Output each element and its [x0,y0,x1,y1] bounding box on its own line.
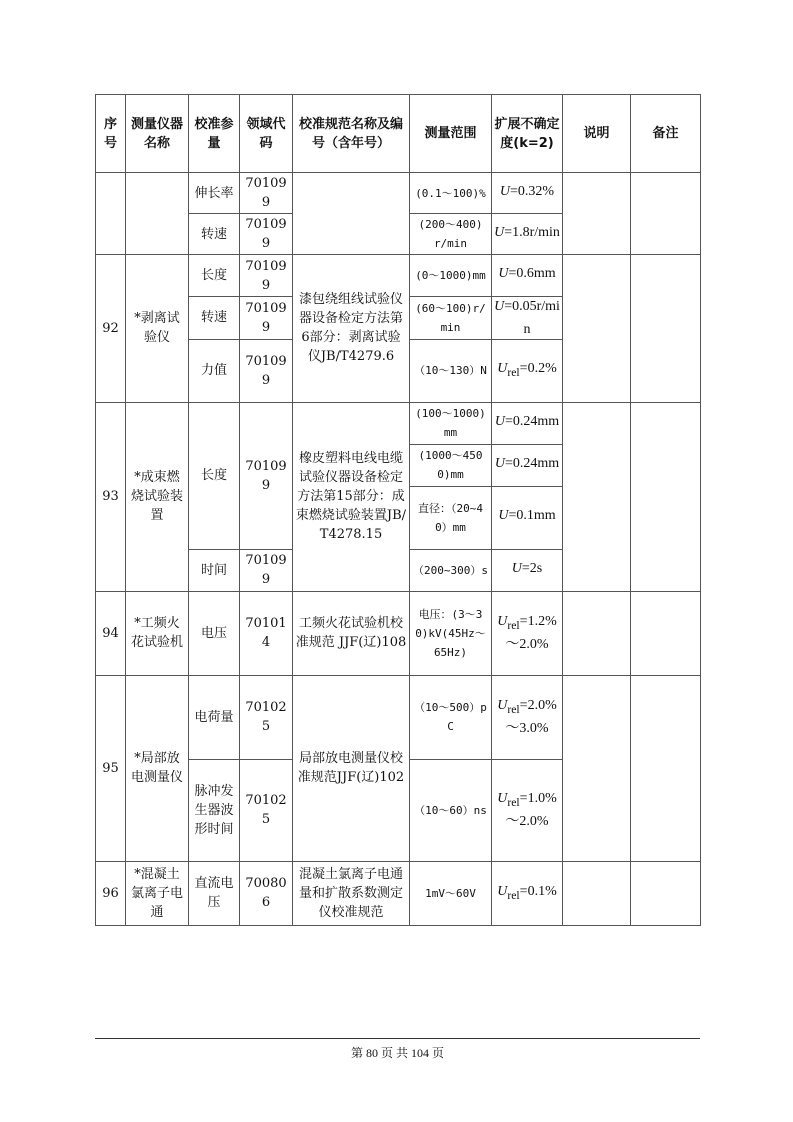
u-value: =2.0%～3.0% [505,698,557,737]
calibration-table [95,94,701,926]
explain-cell [563,255,631,403]
remark-cell [631,402,701,591]
uncertainty-cell [492,759,563,861]
code-cell: 701099 [240,255,293,297]
u-value: =0.24mm [504,413,560,429]
instrument-cell: *剥离试验仪 [126,255,189,403]
code-cell: 700806 [240,861,293,925]
remark-cell [631,173,701,255]
remark-cell [631,255,701,403]
range-cell: （10～130）N [410,339,492,402]
range-cell: （200~300）s [410,549,492,591]
param-cell: 直流电压 [189,861,240,925]
u-value: =0.2% [519,361,557,377]
footer-divider [95,1038,700,1039]
u-subscript: rel [507,366,520,380]
explain-cell [563,675,631,861]
param-cell: 转速 [189,297,240,340]
instrument-cell: *工频火花试验机 [126,591,189,675]
code-cell: 701025 [240,675,293,759]
u-symbol: U [494,455,505,471]
explain-cell [563,861,631,925]
remark-cell [631,675,701,861]
param-cell: 电压 [189,591,240,675]
uncertainty-cell [492,675,563,759]
uncertainty-cell [492,861,563,925]
range-cell: (0.1～100)% [410,173,492,214]
uncertainty-cell [492,591,563,675]
param-cell: 长度 [189,255,240,297]
uncertainty-cell [492,402,563,444]
uncertainty-cell [492,214,563,255]
table-row [96,591,701,675]
table-row [96,255,701,297]
u-subscript: rel [507,619,520,633]
seq-cell: 95 [96,675,126,861]
u-value: =0.1% [519,883,557,899]
uncertainty-cell [492,339,563,402]
u-subscript: rel [507,796,520,810]
header-instrument: 测量仪器名称 [126,95,189,173]
uncertainty-cell [492,486,563,549]
param-cell: 转速 [189,214,240,255]
u-value: =0.24mm [504,455,560,471]
u-symbol: U [494,299,505,314]
seq-cell: 96 [96,861,126,925]
header-spec: 校准规范名称及编号（含年号） [293,95,410,173]
u-symbol: U [497,883,508,899]
instrument-cell: *成束燃烧试验装置 [126,402,189,591]
table-row [96,173,701,214]
param-cell: 电荷量 [189,675,240,759]
code-cell: 701099 [240,402,293,549]
spec-cell: 工频火花试验机校准规范 JJF(辽)108 [293,591,410,675]
range-cell: (60～100)r/min [410,297,492,340]
u-value: =0.32% [510,183,555,199]
header-uncertainty: 扩展不确定度(k=2) [492,95,563,173]
code-cell: 701099 [240,173,293,214]
header-range: 测量范围 [410,95,492,173]
uncertainty-cell [492,444,563,486]
explain-cell [563,591,631,675]
range-cell: (0～1000)mm [410,255,492,297]
u-value: =2s [521,560,543,576]
param-cell: 时间 [189,549,240,591]
table-row [96,402,701,444]
range-cell: （10～60）ns [410,759,492,861]
u-value: =0.1mm [508,508,556,524]
spec-cell: 局部放电测量仪校准规范JJF(辽)102 [293,675,410,861]
u-symbol: U [497,614,508,630]
code-cell: 701014 [240,591,293,675]
spec-cell [293,173,410,255]
code-cell: 701099 [240,214,293,255]
range-cell: (100～1000)mm [410,402,492,444]
u-symbol: U [499,183,511,199]
range-cell: (200～400)r/min [410,214,492,255]
header-remark: 备注 [631,95,701,173]
u-symbol: U [498,266,509,282]
header-row [96,95,701,173]
header-explain: 说明 [563,95,631,173]
u-symbol: U [497,361,508,377]
u-value: =1.8r/min [504,224,560,240]
table-row [96,861,701,925]
code-cell: 701099 [240,339,293,402]
spec-cell: 混凝土氯离子电通量和扩散系数测定仪校准规范 [293,861,410,925]
param-cell: 力值 [189,339,240,402]
instrument-cell: *混凝土氯离子电通 [126,861,189,925]
header-param: 校准参量 [189,95,240,173]
range-cell: (1000～4500)mm [410,444,492,486]
seq-cell: 93 [96,402,126,591]
uncertainty-cell [492,255,563,297]
seq-cell: 94 [96,591,126,675]
code-cell: 701099 [240,549,293,591]
param-cell: 长度 [189,402,240,549]
param-cell: 脉冲发生器波形时间 [189,759,240,861]
range-cell: 1mV～60V [410,861,492,925]
spec-cell: 漆包绕组线试验仪器设备检定方法第6部分：剥离试验仪JB/T4279.6 [293,255,410,403]
header-seq: 序号 [96,95,126,173]
uncertainty-cell [492,549,563,591]
seq-cell: 92 [96,255,126,403]
u-value: =1.0%～2.0% [505,791,557,830]
table-row [96,675,701,759]
instrument-cell: *局部放电测量仪 [126,675,189,861]
u-subscript: rel [507,703,520,717]
range-cell: 直径：（20~40）mm [410,486,492,549]
code-cell: 701099 [240,297,293,340]
u-value: =1.2%～2.0% [505,614,557,653]
remark-cell [631,861,701,925]
u-value: =0.6mm [508,266,556,282]
u-value: =0.05r/min [504,299,560,337]
explain-cell [563,173,631,255]
u-symbol: U [494,413,505,429]
u-symbol: U [511,560,522,576]
instrument-cell [126,173,189,255]
page-number-footer: 第 80 页 共 104 页 [350,1046,444,1060]
u-subscript: rel [507,888,520,902]
spec-cell: 橡皮塑料电线电缆试验仪器设备检定方法第15部分：成束燃烧试验装置JB/T4278.15 [293,402,410,591]
u-symbol: U [494,224,505,240]
uncertainty-cell [492,297,563,340]
explain-cell [563,402,631,591]
u-symbol: U [497,791,508,807]
u-symbol: U [497,698,508,714]
range-cell: 电压：(3～30)kV(45Hz～65Hz) [410,591,492,675]
seq-cell [96,173,126,255]
range-cell: （10～500）pC [410,675,492,759]
calibration-table-container [95,94,700,926]
code-cell: 701025 [240,759,293,861]
remark-cell [631,591,701,675]
header-code: 领域代码 [240,95,293,173]
param-cell: 伸长率 [189,173,240,214]
uncertainty-cell [492,173,563,214]
u-symbol: U [498,508,509,524]
